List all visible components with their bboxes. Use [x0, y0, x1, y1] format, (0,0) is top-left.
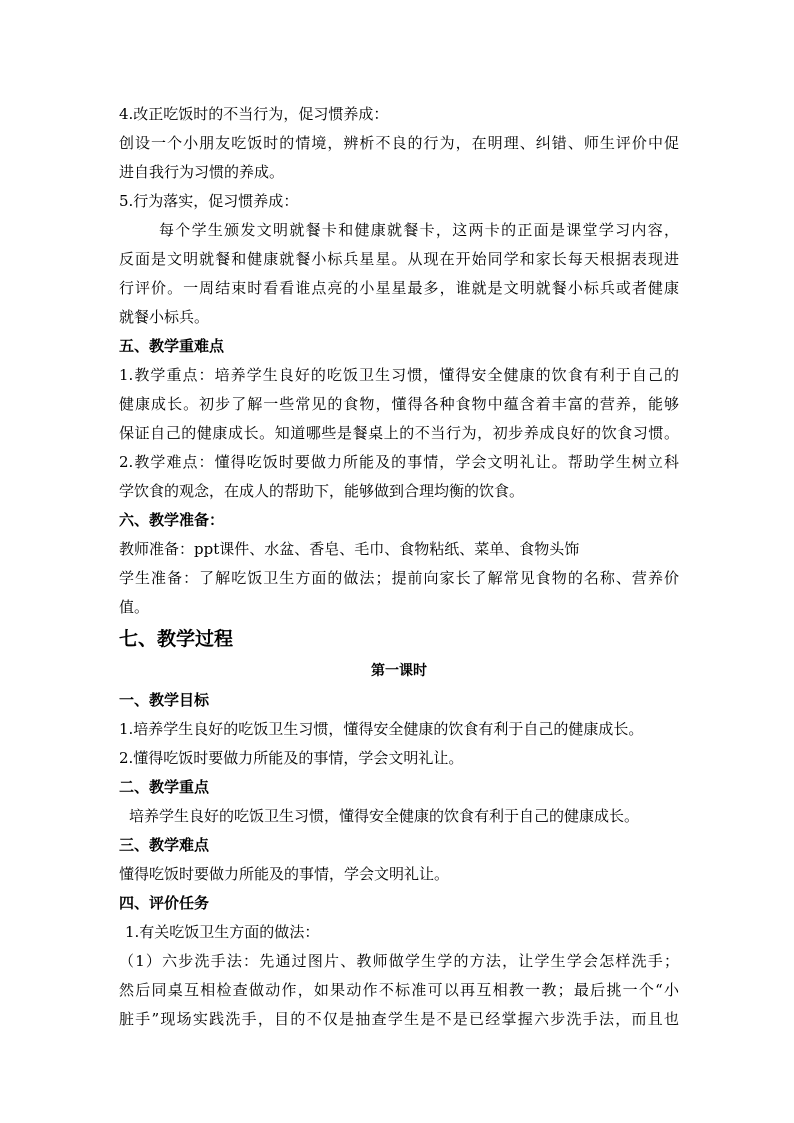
paragraph-line: 反面是文明就餐和健康就餐小标兵星星。从现在开始同学和家长每天根据表现进 — [119, 250, 679, 268]
paragraph-line: 1.教学重点：培养学生良好的吃饭卫生习惯，懂得安全健康的饮食有利于自己的 — [119, 366, 679, 384]
paragraph-line: 值。 — [119, 598, 150, 616]
list-item-4-heading: 4.改正吃饭时的不当行为，促习惯养成： — [119, 105, 389, 123]
subsection-heading-1: 一、教学目标 — [119, 691, 210, 709]
paragraph-line: 健康成长。初步了解一些常见的食物，懂得各种食物中蕴含着丰富的营养，能够 — [119, 395, 679, 413]
paragraph-line: 就餐小标兵。 — [119, 308, 210, 326]
subsection-heading-3: 三、教学难点 — [119, 836, 210, 854]
paragraph-line: 培养学生良好的吃饭卫生习惯，懂得安全健康的饮食有利于自己的健康成长。 — [129, 807, 640, 825]
subsection-heading-4: 四、评价任务 — [119, 894, 210, 912]
section-heading-7: 七、教学过程 — [119, 628, 234, 650]
paragraph-line: （1）六步洗手法：先通过图片、教师做学生学的方法，让学生学会怎样洗手； — [119, 952, 679, 970]
paragraph-line: 学生准备：了解吃饭卫生方面的做法；提前向家长了解常见食物的名称、营养价 — [119, 569, 679, 587]
paragraph-line: 2.懂得吃饭时要做力所能及的事情，学会文明礼让。 — [119, 749, 464, 767]
section-heading-6: 六、教学准备： — [119, 511, 225, 529]
lesson-title: 第一课时 — [371, 663, 427, 679]
paragraph-line: 脏手”现场实践洗手，目的不仅是抽查学生是不是已经掌握六步洗手法，而且也 — [119, 1010, 679, 1028]
paragraph-line: 进自我行为习惯的养成。 — [119, 163, 285, 181]
paragraph-line: 然后同桌互相检查做动作，如果动作不标准可以再互相教一教；最后挑一个“小 — [119, 981, 679, 999]
paragraph-line: 行评价。一周结束时看看谁点亮的小星星最多，谁就是文明就餐小标兵或者健康 — [119, 279, 679, 297]
paragraph-line: 2.教学难点：懂得吃饭时要做力所能及的事情，学会文明礼让。帮助学生树立科 — [119, 453, 679, 471]
list-item-5-heading: 5.行为落实，促习惯养成： — [119, 192, 299, 210]
document-page — [119, 100, 679, 1034]
paragraph-line: 懂得吃饭时要做力所能及的事情，学会文明礼让。 — [119, 865, 450, 883]
paragraph-line: 1.培养学生良好的吃饭卫生习惯，懂得安全健康的饮食有利于自己的健康成长。 — [119, 720, 644, 738]
paragraph-line: 每个学生颁发文明就餐卡和健康就餐卡，这两卡的正面是课堂学习内容， — [159, 221, 679, 239]
section-heading-5: 五、教学重难点 — [119, 337, 225, 355]
paragraph-line: 教师准备：ppt课件、水盆、香皂、毛巾、食物粘纸、菜单、食物头饰 — [119, 540, 580, 558]
paragraph-line: 创设一个小朋友吃饭时的情境，辨析不良的行为，在明理、纠错、师生评价中促 — [119, 134, 679, 152]
subsection-heading-2: 二、教学重点 — [119, 778, 210, 796]
paragraph-line: 保证自己的健康成长。知道哪些是餐桌上的不当行为，初步养成良好的饮食习惯。 — [119, 424, 679, 442]
paragraph-line: 1.有关吃饭卫生方面的做法： — [125, 923, 320, 941]
paragraph-line: 学饮食的观念，在成人的帮助下，能够做到合理均衡的饮食。 — [119, 482, 525, 500]
